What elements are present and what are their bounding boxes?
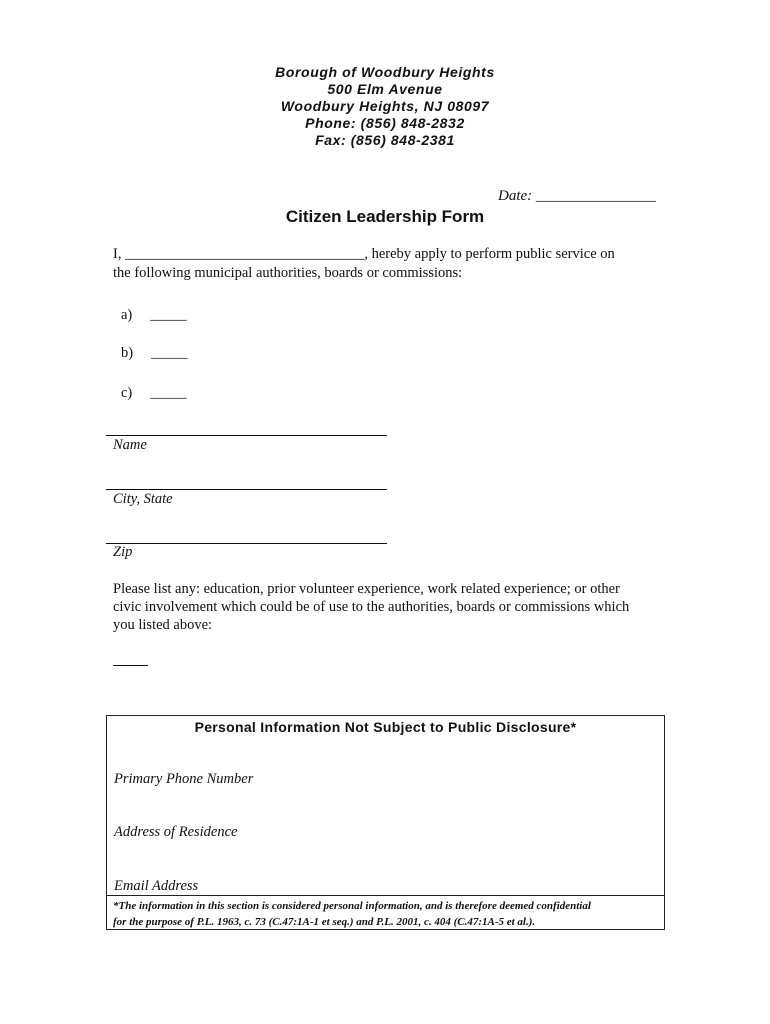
experience-line-3: you listed above: <box>113 617 213 633</box>
choice-letter: b) <box>121 345 134 361</box>
fax-number: Fax: (856) 848-2381 <box>315 132 455 148</box>
zip-label: Zip <box>113 544 133 560</box>
city-state-label: City, State <box>113 491 173 507</box>
city-address: Woodbury Heights, NJ 08097 <box>280 98 490 114</box>
private-info-title: Personal Information Not Subject to Public Disclosure* <box>194 719 577 735</box>
choice-letter: c) <box>121 385 133 401</box>
footnote-divider <box>106 895 665 896</box>
choice-blank[interactable]: _____ <box>150 385 187 401</box>
confidentiality-footnote <box>113 898 661 930</box>
email-label: Email Address <box>114 878 199 894</box>
form-title: Citizen Leadership Form <box>285 207 485 226</box>
intro-text <box>113 245 673 283</box>
date-field[interactable]: Date: ________________ <box>498 188 656 204</box>
primary-phone-label: Primary Phone Number <box>114 771 254 787</box>
choice-blank[interactable]: _____ <box>150 307 187 323</box>
choice-a <box>121 307 187 324</box>
experience-prompt <box>113 580 673 634</box>
choice-letter: a) <box>121 307 133 323</box>
letterhead <box>0 64 770 149</box>
name-line[interactable] <box>106 435 387 436</box>
footnote-line-2: for the purpose of P.L. 1963, c. 73 (C.47:1A-1 et seq.) and P.L. 2001, c. 404 (C.47:1A-5 et al.). <box>113 916 536 928</box>
choice-b <box>121 345 187 362</box>
choice-blank[interactable]: _____ <box>151 345 188 361</box>
zip-line[interactable] <box>106 543 387 544</box>
city-state-line[interactable] <box>106 489 387 490</box>
name-label: Name <box>113 437 147 453</box>
experience-answer-line[interactable] <box>113 665 148 666</box>
experience-line-1: Please list any: education, prior volunteer experience, work related experience; or other <box>113 581 620 597</box>
phone-number: Phone: (856) 848-2832 <box>305 115 465 131</box>
choice-c <box>121 385 187 402</box>
street-address: 500 Elm Avenue <box>327 81 443 97</box>
borough-name: Borough of Woodbury Heights <box>275 64 495 80</box>
applicant-name-line[interactable]: I, _________________________________, hereby apply to perform public service on <box>113 246 615 262</box>
residence-address-label: Address of Residence <box>114 824 238 840</box>
intro-line-2: the following municipal authorities, boards or commissions: <box>113 265 463 281</box>
experience-line-2: civic involvement which could be of use to the authorities, boards or commissions which <box>113 599 630 615</box>
footnote-line-1: *The information in this section is considered personal information, and is therefore deemed confidential <box>113 900 591 912</box>
